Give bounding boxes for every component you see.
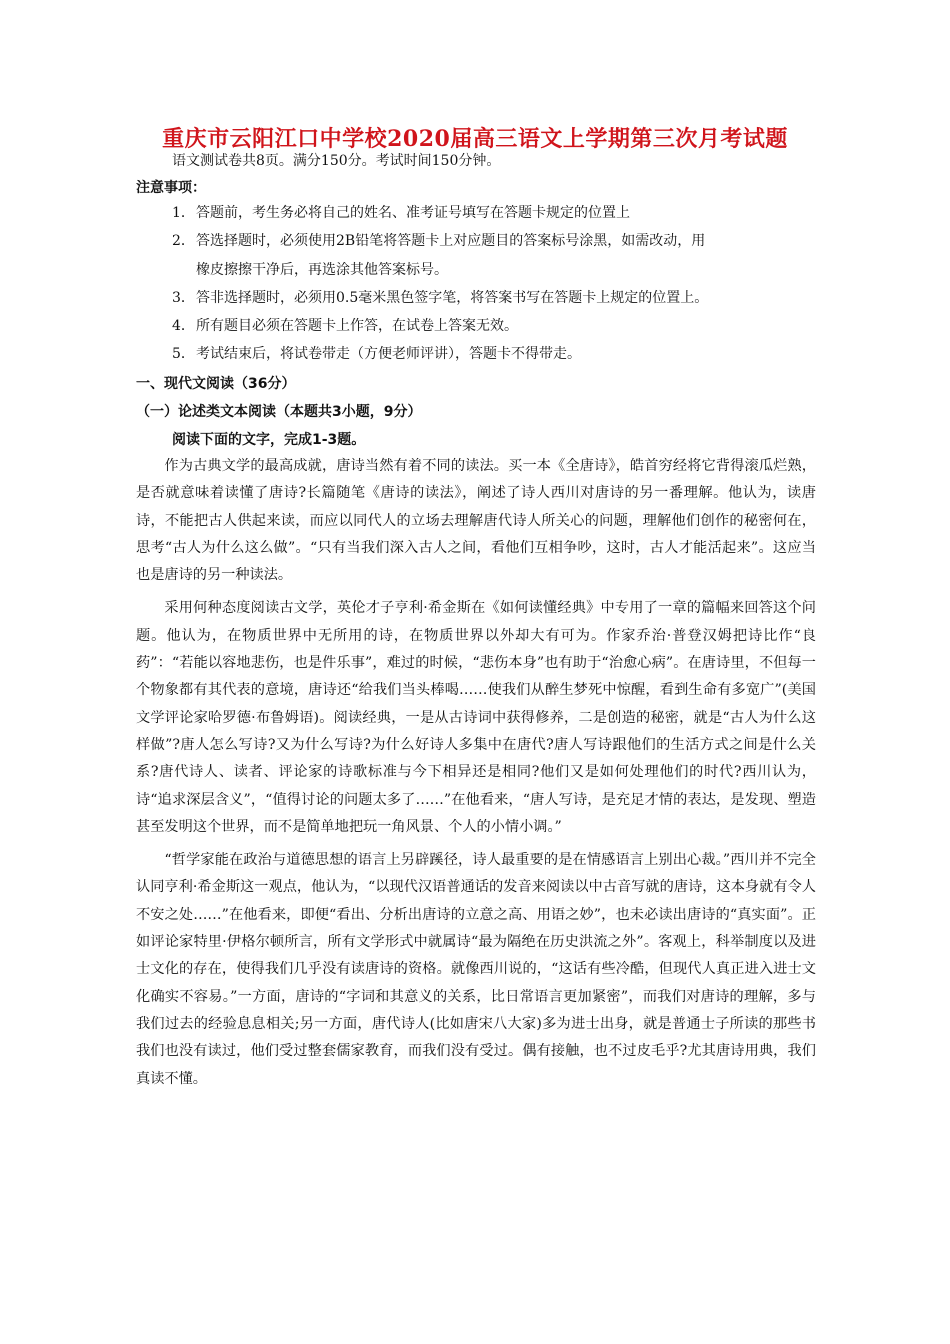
note-number: 4． xyxy=(172,318,195,334)
note-text: 答选择题时，必须使用2B铅笔将答题卡上对应题目的答案标号涂黑，如需改动，用 xyxy=(196,233,706,249)
note-number: 5． xyxy=(172,346,195,362)
note-item xyxy=(172,340,822,369)
section-heading: 一、现代文阅读（36分） xyxy=(136,376,296,392)
note-continuation: 橡皮擦擦干净后，再选涂其他答案标号。 xyxy=(196,262,448,278)
note-number: 3． xyxy=(172,290,195,306)
passage xyxy=(136,453,816,1093)
note-item xyxy=(172,312,822,341)
page-title: 重庆市云阳江口中学校2020届高三语文上学期第三次月考试题 xyxy=(162,126,788,152)
note-item xyxy=(172,284,822,313)
reading-instruction: 阅读下面的文字，完成1-3题。 xyxy=(172,432,366,448)
exam-info: 语文测试卷共8页。满分150分。考试时间150分钟。 xyxy=(172,153,501,169)
note-text: 答题前，考生务必将自己的姓名、准考证号填写在答题卡规定的位置上 xyxy=(196,205,630,221)
note-text: 考试结束后，将试卷带走（方便老师评讲），答题卡不得带走。 xyxy=(196,346,581,362)
note-item xyxy=(172,199,822,228)
notes-heading: 注意事项： xyxy=(136,180,206,196)
passage-paragraph: 作为古典文学的最高成就，唐诗当然有着不同的读法。买一本《全唐诗》，皓首穷经将它背得滚瓜烂熟，是否就意味着读懂了唐诗?长篇随笔《唐诗的读法》，阐述了诗人西川对唐诗的另一番理解。他认为，读唐诗，不能把古人供起来读，而应以同代人的立场去理解唐代诗人所关心的问题，理解他们创作的秘密何在，思考“古人为什么这么做”。“只有当我们深入古人之间，看他们互相争吵，这时，古人才能活起来”。这应当也是唐诗的另一种读法。 xyxy=(136,458,816,584)
passage-paragraph: 采用何种态度阅读古文学，英伦才子亨利·希金斯在《如何读懂经典》中专用了一章的篇幅来回答这个问题。他认为，在物质世界中无所用的诗，在物质世界以外却大有可为。作家乔治·普登汉姆把诗比作“良药”：“若能以容地悲伤，也是件乐事”，难过的时候，“悲伤本身”也有助于“治愈心病”。在唐诗里，不但每一个物象都有其代表的意境，唐诗还“给我们当头棒喝……使我们从醉生梦死中惊醒，看到生命有多宽广”(美国文学评论家哈罗德·布鲁姆语)。阅读经典，一是从古诗词中获得修养，二是创造的秘密，就是“古人为什么这样做”?唐人怎么写诗?又为什么写诗?为什么好诗人多集中在唐代?唐人写诗跟他们的生活方式之间是什么关系?唐代诗人、读者、评论家的诗歌标准与今下相异还是相同?他们又是如何处理他们的时代?西川认为，诗“追求深层含义”，“值得讨论的问题太多了……”在他看来，“唐人写诗，是充足才情的表达，是发现、塑造甚至发明这个世界，而不是简单地把玩一角风景、个人的小情小调。” xyxy=(136,600,816,835)
note-text: 答非选择题时，必须用0.5毫米黑色签字笔，将答案书写在答题卡上规定的位置上。 xyxy=(196,290,709,306)
note-item xyxy=(172,227,822,285)
note-number: 1． xyxy=(172,205,195,221)
passage-paragraph: “哲学家能在政治与道德思想的语言上另辟蹊径，诗人最重要的是在情感语言上别出心裁。”西川并不完全认同亨利·希金斯这一观点，他认为，“以现代汉语普通话的发音来阅读以中古音写就的唐诗，这本身就有令人不安之处……”在他看来，即便“看出、分析出唐诗的立意之高、用语之妙”，也未必读出唐诗的“真实面”。正如评论家特里·伊格尔顿所言，所有文学形式中就属诗“最为隔绝在历史洪流之外”。客观上，科举制度以及进士文化的存在，使得我们几乎没有读唐诗的资格。就像西川说的，“这话有些冷酷，但现代人真正进入进士文化确实不容易。”一方面，唐诗的“字词和其意义的关系，比日常语言更加紧密”，而我们对唐诗的理解，多与我们过去的经验息息相关;另一方面，唐代诗人(比如唐宋八大家)多为进士出身，就是普通士子所读的那些书我们也没有读过，他们受过整套儒家教育，而我们没有受过。偶有接触，也不过皮毛乎?尤其唐诗用典，我们真读不懂。 xyxy=(136,852,816,1087)
note-text: 所有题目必须在答题卡上作答，在试卷上答案无效。 xyxy=(196,318,518,334)
note-number: 2． xyxy=(172,233,195,249)
subsection-heading: （一）论述类文本阅读（本题共3小题，9分） xyxy=(136,404,422,420)
